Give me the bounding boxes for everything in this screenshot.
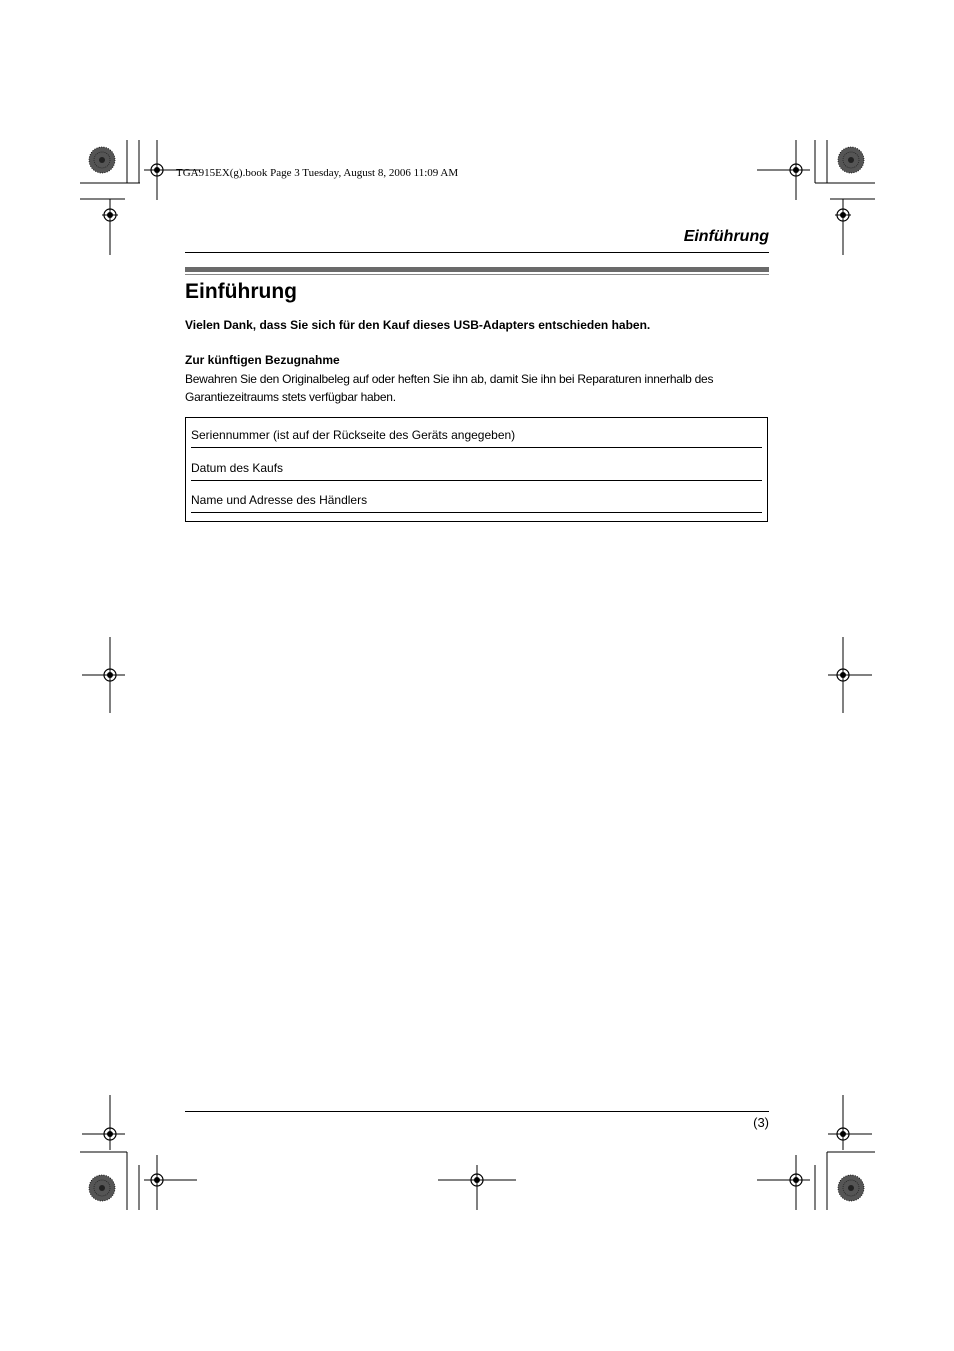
running-header: Einführung <box>683 228 769 245</box>
registration-mark-icon <box>469 1172 485 1188</box>
page-title: Einführung <box>185 280 297 303</box>
record-field-label: Datum des Kaufs <box>191 461 284 475</box>
registration-mark-icon <box>149 162 165 178</box>
registration-mark-icon <box>102 667 118 683</box>
title-rule-thick <box>185 267 769 272</box>
record-field-serial <box>191 426 762 448</box>
page-number: (3) <box>753 1115 769 1130</box>
purchase-record-box <box>185 417 768 522</box>
registration-mark-icon <box>835 207 851 223</box>
registration-mark-icon <box>788 162 804 178</box>
record-field-label: Seriennummer (ist auf der Rückseite des Geräts angegeben) <box>191 428 516 442</box>
registration-mark-icon <box>102 1126 118 1142</box>
registration-mark-icon <box>149 1172 165 1188</box>
record-field-label: Name und Adresse des Händlers <box>191 493 368 507</box>
color-bar-icon <box>89 147 115 173</box>
intro-text: Vielen Dank, dass Sie sich für den Kauf dieses USB-Adapters entschieden haben. <box>185 318 651 332</box>
record-field-dealer <box>191 491 762 513</box>
header-rule <box>185 252 769 253</box>
registration-mark-icon <box>788 1172 804 1188</box>
registration-mark-icon <box>835 667 851 683</box>
section-heading: Zur künftigen Bezugnahme <box>185 353 340 367</box>
footer-rule <box>185 1111 769 1112</box>
color-bar-icon <box>89 1175 115 1201</box>
registration-mark-icon <box>102 207 118 223</box>
registration-mark-icon <box>835 1126 851 1142</box>
crop-marks-middle <box>82 637 872 713</box>
print-info: TGA915EX(g).book Page 3 Tuesday, August 8, 2006 11:09 AM <box>176 167 459 179</box>
color-bar-icon <box>838 147 864 173</box>
record-field-date <box>191 459 762 481</box>
title-rule-thin <box>185 274 769 275</box>
color-bar-icon <box>838 1175 864 1201</box>
section-body: Bewahren Sie den Originalbeleg auf oder heften Sie ihn ab, damit Sie ihn bei Reparaturen innerhalb des Garantiezeitraums stets verfügbar haben. <box>185 372 714 404</box>
